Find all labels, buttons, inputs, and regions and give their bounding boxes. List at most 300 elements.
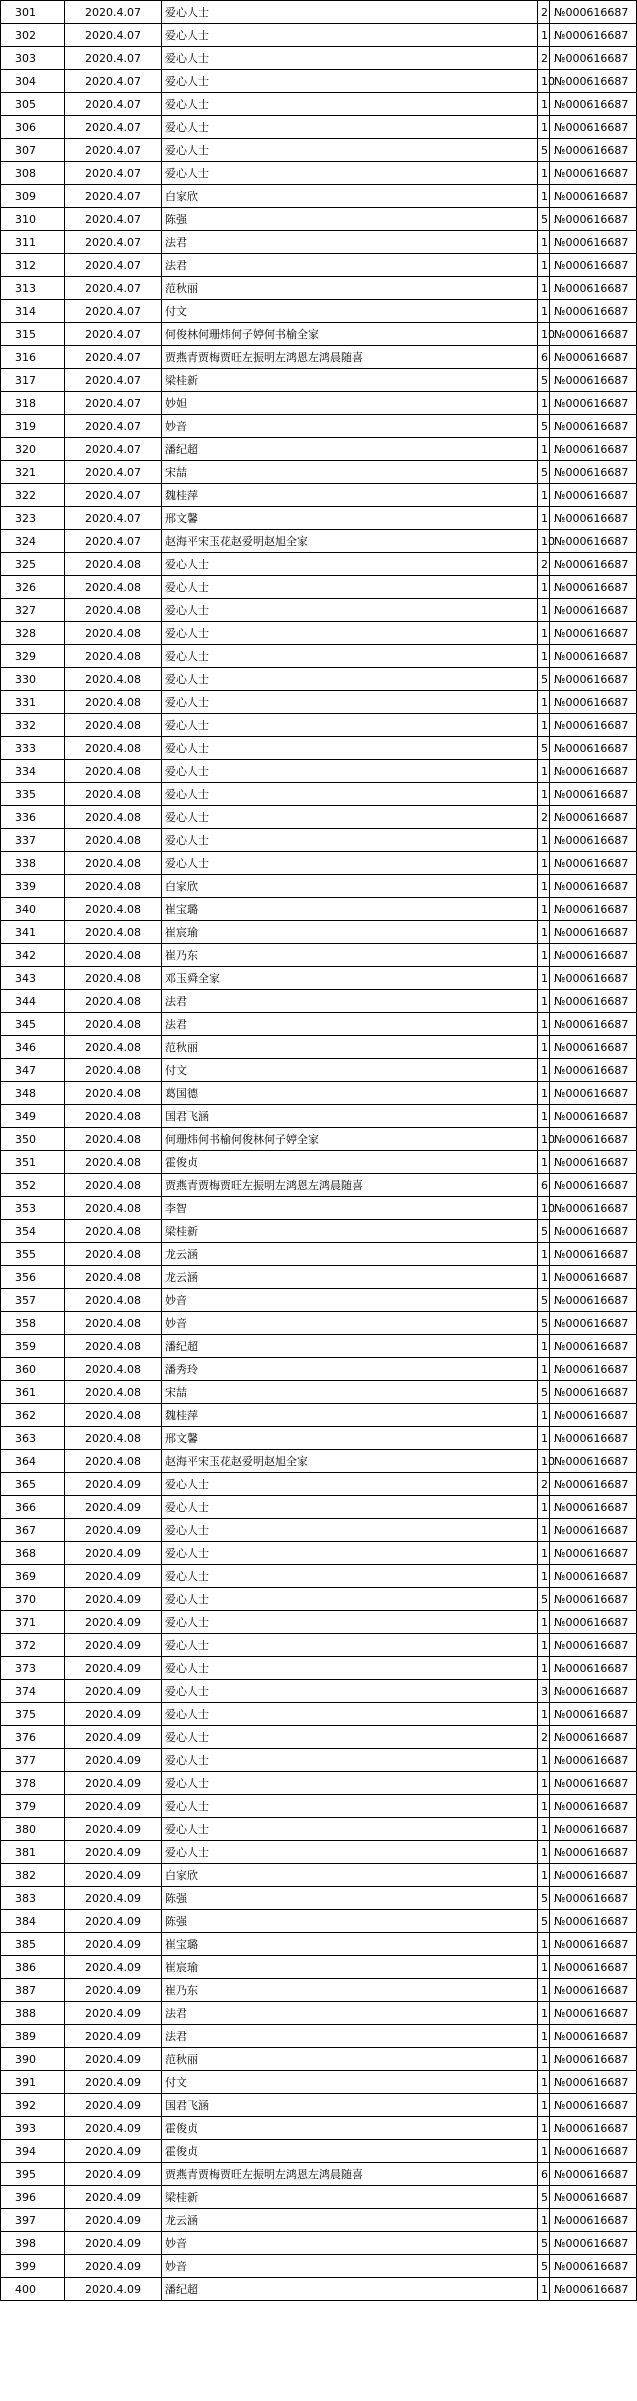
donor-name-cell: 崔乃东 [162, 944, 538, 967]
donor-name-cell: 梁桂新 [162, 1220, 538, 1243]
table-row [1, 1404, 637, 1427]
donation-date-cell: 2020.4.08 [65, 967, 162, 990]
table-row [1, 93, 637, 116]
table-row [1, 2140, 637, 2163]
row-number-cell: 348 [1, 1082, 65, 1105]
row-number-cell: 398 [1, 2232, 65, 2255]
donation-date-cell: 2020.4.08 [65, 875, 162, 898]
row-number-cell: 317 [1, 369, 65, 392]
receipt-number-cell: №000616687 [550, 599, 637, 622]
row-number-cell: 368 [1, 1542, 65, 1565]
donor-name-cell: 贾燕青贾梅贾旺左振明左鸿恩左鸿晨随喜 [162, 2163, 538, 2186]
donor-name-cell: 爱心人士 [162, 622, 538, 645]
receipt-number-cell: №000616687 [550, 1105, 637, 1128]
amount-cell: 1 [538, 1818, 550, 1841]
table-row [1, 1749, 637, 1772]
table-row [1, 1933, 637, 1956]
row-number-cell: 358 [1, 1312, 65, 1335]
table-row [1, 1427, 637, 1450]
table-row [1, 668, 637, 691]
amount-cell: 1 [538, 2209, 550, 2232]
donor-name-cell: 爱心人士 [162, 1588, 538, 1611]
donation-date-cell: 2020.4.08 [65, 1404, 162, 1427]
donor-name-cell: 爱心人士 [162, 1634, 538, 1657]
receipt-number-cell: №000616687 [550, 1289, 637, 1312]
donor-name-cell: 崔宸瑜 [162, 921, 538, 944]
table-row [1, 231, 637, 254]
table-row [1, 1036, 637, 1059]
donation-date-cell: 2020.4.08 [65, 829, 162, 852]
table-row [1, 208, 637, 231]
donation-date-cell: 2020.4.08 [65, 1082, 162, 1105]
donor-name-cell: 崔宝璐 [162, 1933, 538, 1956]
table-row [1, 530, 637, 553]
receipt-number-cell: №000616687 [550, 1588, 637, 1611]
row-number-cell: 349 [1, 1105, 65, 1128]
donor-name-cell: 爱心人士 [162, 829, 538, 852]
receipt-number-cell: №000616687 [550, 507, 637, 530]
row-number-cell: 391 [1, 2071, 65, 2094]
donation-date-cell: 2020.4.09 [65, 2002, 162, 2025]
receipt-number-cell: №000616687 [550, 622, 637, 645]
table-row [1, 737, 637, 760]
receipt-number-cell: №000616687 [550, 1473, 637, 1496]
donor-name-cell: 龙云涵 [162, 1243, 538, 1266]
donation-date-cell: 2020.4.08 [65, 553, 162, 576]
table-row [1, 944, 637, 967]
amount-cell: 1 [538, 1059, 550, 1082]
donation-date-cell: 2020.4.09 [65, 1726, 162, 1749]
row-number-cell: 332 [1, 714, 65, 737]
receipt-number-cell: №000616687 [550, 1887, 637, 1910]
amount-cell: 1 [538, 1749, 550, 1772]
table-row [1, 783, 637, 806]
row-number-cell: 347 [1, 1059, 65, 1082]
table-row [1, 2163, 637, 2186]
donor-name-cell: 贾燕青贾梅贾旺左振明左鸿恩左鸿晨随喜 [162, 1174, 538, 1197]
donation-date-cell: 2020.4.08 [65, 921, 162, 944]
amount-cell: 1 [538, 852, 550, 875]
donation-date-cell: 2020.4.09 [65, 1496, 162, 1519]
donor-name-cell: 爱心人士 [162, 162, 538, 185]
table-row [1, 2232, 637, 2255]
donation-date-cell: 2020.4.09 [65, 1657, 162, 1680]
row-number-cell: 309 [1, 185, 65, 208]
table-row [1, 1013, 637, 1036]
receipt-number-cell: №000616687 [550, 530, 637, 553]
donation-date-cell: 2020.4.09 [65, 1519, 162, 1542]
donation-date-cell: 2020.4.07 [65, 507, 162, 530]
donation-date-cell: 2020.4.08 [65, 622, 162, 645]
donation-date-cell: 2020.4.09 [65, 2025, 162, 2048]
amount-cell: 1 [538, 714, 550, 737]
amount-cell: 2 [538, 1473, 550, 1496]
receipt-number-cell: №000616687 [550, 737, 637, 760]
table-row [1, 576, 637, 599]
table-row [1, 47, 637, 70]
donation-date-cell: 2020.4.09 [65, 2232, 162, 2255]
donor-name-cell: 白家欣 [162, 185, 538, 208]
donor-name-cell: 何珊炜何书榆何俊林何子婷全家 [162, 1128, 538, 1151]
table-row [1, 990, 637, 1013]
donation-date-cell: 2020.4.07 [65, 93, 162, 116]
table-row [1, 1611, 637, 1634]
row-number-cell: 311 [1, 231, 65, 254]
receipt-number-cell: №000616687 [550, 47, 637, 70]
row-number-cell: 373 [1, 1657, 65, 1680]
row-number-cell: 354 [1, 1220, 65, 1243]
donor-name-cell: 龙云涵 [162, 1266, 538, 1289]
amount-cell: 2 [538, 1, 550, 24]
amount-cell: 1 [538, 1105, 550, 1128]
donor-name-cell: 妙音 [162, 415, 538, 438]
donation-date-cell: 2020.4.08 [65, 990, 162, 1013]
amount-cell: 3 [538, 1680, 550, 1703]
table-row [1, 1082, 637, 1105]
amount-cell: 1 [538, 1956, 550, 1979]
donor-name-cell: 葛国德 [162, 1082, 538, 1105]
table-row [1, 139, 637, 162]
amount-cell: 10 [538, 530, 550, 553]
donor-name-cell: 李智 [162, 1197, 538, 1220]
amount-cell: 5 [538, 1312, 550, 1335]
row-number-cell: 316 [1, 346, 65, 369]
table-row [1, 714, 637, 737]
donation-date-cell: 2020.4.08 [65, 737, 162, 760]
table-row [1, 507, 637, 530]
receipt-number-cell: №000616687 [550, 1151, 637, 1174]
receipt-number-cell: №000616687 [550, 2209, 637, 2232]
receipt-number-cell: №000616687 [550, 1657, 637, 1680]
donation-date-cell: 2020.4.08 [65, 1128, 162, 1151]
table-row [1, 1312, 637, 1335]
donation-date-cell: 2020.4.08 [65, 1036, 162, 1059]
amount-cell: 1 [538, 2278, 550, 2301]
donor-name-cell: 魏桂萍 [162, 1404, 538, 1427]
row-number-cell: 360 [1, 1358, 65, 1381]
receipt-number-cell: №000616687 [550, 645, 637, 668]
donor-name-cell: 范秋丽 [162, 1036, 538, 1059]
table-row [1, 185, 637, 208]
table-row [1, 70, 637, 93]
row-number-cell: 325 [1, 553, 65, 576]
donor-name-cell: 爱心人士 [162, 691, 538, 714]
amount-cell: 1 [538, 622, 550, 645]
donor-name-cell: 崔宝璐 [162, 898, 538, 921]
donor-name-cell: 爱心人士 [162, 1542, 538, 1565]
row-number-cell: 371 [1, 1611, 65, 1634]
table-row [1, 898, 637, 921]
receipt-number-cell: №000616687 [550, 162, 637, 185]
amount-cell: 1 [538, 300, 550, 323]
row-number-cell: 308 [1, 162, 65, 185]
table-row [1, 162, 637, 185]
donation-date-cell: 2020.4.08 [65, 576, 162, 599]
donor-name-cell: 爱心人士 [162, 1726, 538, 1749]
amount-cell: 2 [538, 1726, 550, 1749]
amount-cell: 5 [538, 139, 550, 162]
receipt-number-cell: №000616687 [550, 2232, 637, 2255]
donation-date-cell: 2020.4.07 [65, 530, 162, 553]
amount-cell: 1 [538, 1795, 550, 1818]
amount-cell: 1 [538, 1565, 550, 1588]
receipt-number-cell: №000616687 [550, 277, 637, 300]
receipt-number-cell: №000616687 [550, 760, 637, 783]
amount-cell: 1 [538, 1404, 550, 1427]
amount-cell: 1 [538, 1703, 550, 1726]
donation-date-cell: 2020.4.08 [65, 944, 162, 967]
donor-name-cell: 霍俊贞 [162, 2140, 538, 2163]
receipt-number-cell: №000616687 [550, 484, 637, 507]
donor-name-cell: 霍俊贞 [162, 1151, 538, 1174]
amount-cell: 2 [538, 806, 550, 829]
donation-date-cell: 2020.4.08 [65, 691, 162, 714]
table-row [1, 875, 637, 898]
donor-name-cell: 邢文馨 [162, 1427, 538, 1450]
amount-cell: 5 [538, 668, 550, 691]
receipt-number-cell: №000616687 [550, 300, 637, 323]
table-row [1, 1, 637, 24]
table-row [1, 2278, 637, 2301]
row-number-cell: 370 [1, 1588, 65, 1611]
donation-date-cell: 2020.4.09 [65, 1818, 162, 1841]
row-number-cell: 302 [1, 24, 65, 47]
receipt-number-cell: №000616687 [550, 346, 637, 369]
donation-date-cell: 2020.4.08 [65, 1358, 162, 1381]
row-number-cell: 394 [1, 2140, 65, 2163]
donation-date-cell: 2020.4.07 [65, 277, 162, 300]
row-number-cell: 355 [1, 1243, 65, 1266]
donation-date-cell: 2020.4.09 [65, 2209, 162, 2232]
receipt-number-cell: №000616687 [550, 1680, 637, 1703]
row-number-cell: 328 [1, 622, 65, 645]
amount-cell: 1 [538, 254, 550, 277]
row-number-cell: 351 [1, 1151, 65, 1174]
receipt-number-cell: №000616687 [550, 2025, 637, 2048]
amount-cell: 1 [538, 1519, 550, 1542]
row-number-cell: 350 [1, 1128, 65, 1151]
row-number-cell: 340 [1, 898, 65, 921]
amount-cell: 1 [538, 2071, 550, 2094]
donation-date-cell: 2020.4.08 [65, 1335, 162, 1358]
row-number-cell: 319 [1, 415, 65, 438]
table-row [1, 553, 637, 576]
receipt-number-cell: №000616687 [550, 1818, 637, 1841]
donation-date-cell: 2020.4.07 [65, 484, 162, 507]
row-number-cell: 324 [1, 530, 65, 553]
receipt-number-cell: №000616687 [550, 852, 637, 875]
donation-date-cell: 2020.4.08 [65, 1174, 162, 1197]
table-row [1, 1979, 637, 2002]
row-number-cell: 336 [1, 806, 65, 829]
donation-date-cell: 2020.4.09 [65, 1703, 162, 1726]
amount-cell: 1 [538, 944, 550, 967]
receipt-number-cell: №000616687 [550, 1059, 637, 1082]
row-number-cell: 375 [1, 1703, 65, 1726]
donation-date-cell: 2020.4.09 [65, 2117, 162, 2140]
receipt-number-cell: №000616687 [550, 1519, 637, 1542]
amount-cell: 1 [538, 645, 550, 668]
row-number-cell: 321 [1, 461, 65, 484]
donation-date-cell: 2020.4.07 [65, 254, 162, 277]
table-row [1, 967, 637, 990]
amount-cell: 5 [538, 415, 550, 438]
amount-cell: 1 [538, 1243, 550, 1266]
amount-cell: 1 [538, 1335, 550, 1358]
donor-name-cell: 梁桂新 [162, 369, 538, 392]
receipt-number-cell: №000616687 [550, 967, 637, 990]
donor-name-cell: 付文 [162, 1059, 538, 1082]
amount-cell: 1 [538, 875, 550, 898]
donation-date-cell: 2020.4.08 [65, 1289, 162, 1312]
table-row [1, 2209, 637, 2232]
receipt-number-cell: №000616687 [550, 231, 637, 254]
table-row [1, 1289, 637, 1312]
donor-name-cell: 爱心人士 [162, 576, 538, 599]
receipt-number-cell: №000616687 [550, 24, 637, 47]
table-row [1, 1450, 637, 1473]
amount-cell: 1 [538, 185, 550, 208]
amount-cell: 5 [538, 1910, 550, 1933]
receipt-number-cell: №000616687 [550, 2140, 637, 2163]
receipt-number-cell: №000616687 [550, 1450, 637, 1473]
donation-date-cell: 2020.4.09 [65, 1634, 162, 1657]
donor-name-cell: 陈强 [162, 1887, 538, 1910]
table-row [1, 1634, 637, 1657]
receipt-number-cell: №000616687 [550, 806, 637, 829]
donor-name-cell: 爱心人士 [162, 1749, 538, 1772]
row-number-cell: 304 [1, 70, 65, 93]
receipt-number-cell: №000616687 [550, 921, 637, 944]
receipt-number-cell: №000616687 [550, 576, 637, 599]
row-number-cell: 315 [1, 323, 65, 346]
table-row [1, 2002, 637, 2025]
amount-cell: 5 [538, 1381, 550, 1404]
table-row [1, 2186, 637, 2209]
amount-cell: 1 [538, 93, 550, 116]
row-number-cell: 305 [1, 93, 65, 116]
table-row [1, 254, 637, 277]
row-number-cell: 337 [1, 829, 65, 852]
donor-name-cell: 付文 [162, 2071, 538, 2094]
row-number-cell: 366 [1, 1496, 65, 1519]
table-row [1, 1174, 637, 1197]
table-row [1, 1565, 637, 1588]
donation-date-cell: 2020.4.07 [65, 438, 162, 461]
donor-name-cell: 爱心人士 [162, 1703, 538, 1726]
donation-date-cell: 2020.4.08 [65, 599, 162, 622]
row-number-cell: 386 [1, 1956, 65, 1979]
row-number-cell: 301 [1, 1, 65, 24]
donation-date-cell: 2020.4.08 [65, 714, 162, 737]
row-number-cell: 352 [1, 1174, 65, 1197]
table-row [1, 2048, 637, 2071]
row-number-cell: 346 [1, 1036, 65, 1059]
amount-cell: 1 [538, 1013, 550, 1036]
receipt-number-cell: №000616687 [550, 2071, 637, 2094]
receipt-number-cell: №000616687 [550, 415, 637, 438]
receipt-number-cell: №000616687 [550, 461, 637, 484]
amount-cell: 1 [538, 1657, 550, 1680]
donation-date-cell: 2020.4.09 [65, 2163, 162, 2186]
donor-name-cell: 妙妲 [162, 392, 538, 415]
donor-name-cell: 爱心人士 [162, 116, 538, 139]
donation-date-cell: 2020.4.07 [65, 346, 162, 369]
row-number-cell: 357 [1, 1289, 65, 1312]
receipt-number-cell: №000616687 [550, 1266, 637, 1289]
table-row [1, 1335, 637, 1358]
donation-date-cell: 2020.4.07 [65, 162, 162, 185]
row-number-cell: 367 [1, 1519, 65, 1542]
donor-name-cell: 付文 [162, 300, 538, 323]
amount-cell: 1 [538, 1772, 550, 1795]
table-row [1, 1703, 637, 1726]
donation-date-cell: 2020.4.07 [65, 47, 162, 70]
donation-date-cell: 2020.4.07 [65, 24, 162, 47]
row-number-cell: 345 [1, 1013, 65, 1036]
donor-name-cell: 爱心人士 [162, 1611, 538, 1634]
receipt-number-cell: №000616687 [550, 829, 637, 852]
row-number-cell: 369 [1, 1565, 65, 1588]
table-row [1, 1680, 637, 1703]
table-row [1, 1841, 637, 1864]
donation-date-cell: 2020.4.08 [65, 1266, 162, 1289]
receipt-number-cell: №000616687 [550, 323, 637, 346]
receipt-number-cell: №000616687 [550, 1197, 637, 1220]
row-number-cell: 393 [1, 2117, 65, 2140]
donor-name-cell: 爱心人士 [162, 760, 538, 783]
amount-cell: 6 [538, 1174, 550, 1197]
receipt-number-cell: №000616687 [550, 1427, 637, 1450]
amount-cell: 1 [538, 921, 550, 944]
row-number-cell: 323 [1, 507, 65, 530]
table-row [1, 461, 637, 484]
row-number-cell: 326 [1, 576, 65, 599]
donation-date-cell: 2020.4.09 [65, 2048, 162, 2071]
amount-cell: 1 [538, 507, 550, 530]
row-number-cell: 330 [1, 668, 65, 691]
table-row [1, 116, 637, 139]
row-number-cell: 381 [1, 1841, 65, 1864]
table-row [1, 2071, 637, 2094]
amount-cell: 5 [538, 2255, 550, 2278]
amount-cell: 1 [538, 1496, 550, 1519]
donor-name-cell: 爱心人士 [162, 806, 538, 829]
row-number-cell: 331 [1, 691, 65, 714]
amount-cell: 1 [538, 1841, 550, 1864]
donation-date-cell: 2020.4.09 [65, 1864, 162, 1887]
row-number-cell: 374 [1, 1680, 65, 1703]
table-row [1, 369, 637, 392]
donor-name-cell: 爱心人士 [162, 1680, 538, 1703]
table-row [1, 1588, 637, 1611]
table-row [1, 484, 637, 507]
receipt-number-cell: №000616687 [550, 2255, 637, 2278]
donation-date-cell: 2020.4.09 [65, 1841, 162, 1864]
receipt-number-cell: №000616687 [550, 2278, 637, 2301]
donor-name-cell: 范秋丽 [162, 277, 538, 300]
donor-name-cell: 爱心人士 [162, 1795, 538, 1818]
donor-name-cell: 爱心人士 [162, 852, 538, 875]
row-number-cell: 389 [1, 2025, 65, 2048]
donor-name-cell: 爱心人士 [162, 139, 538, 162]
amount-cell: 1 [538, 1542, 550, 1565]
donor-name-cell: 爱心人士 [162, 1, 538, 24]
amount-cell: 5 [538, 2232, 550, 2255]
donation-date-cell: 2020.4.08 [65, 1151, 162, 1174]
donor-name-cell: 潘纪超 [162, 438, 538, 461]
donor-name-cell: 国君飞涵 [162, 1105, 538, 1128]
